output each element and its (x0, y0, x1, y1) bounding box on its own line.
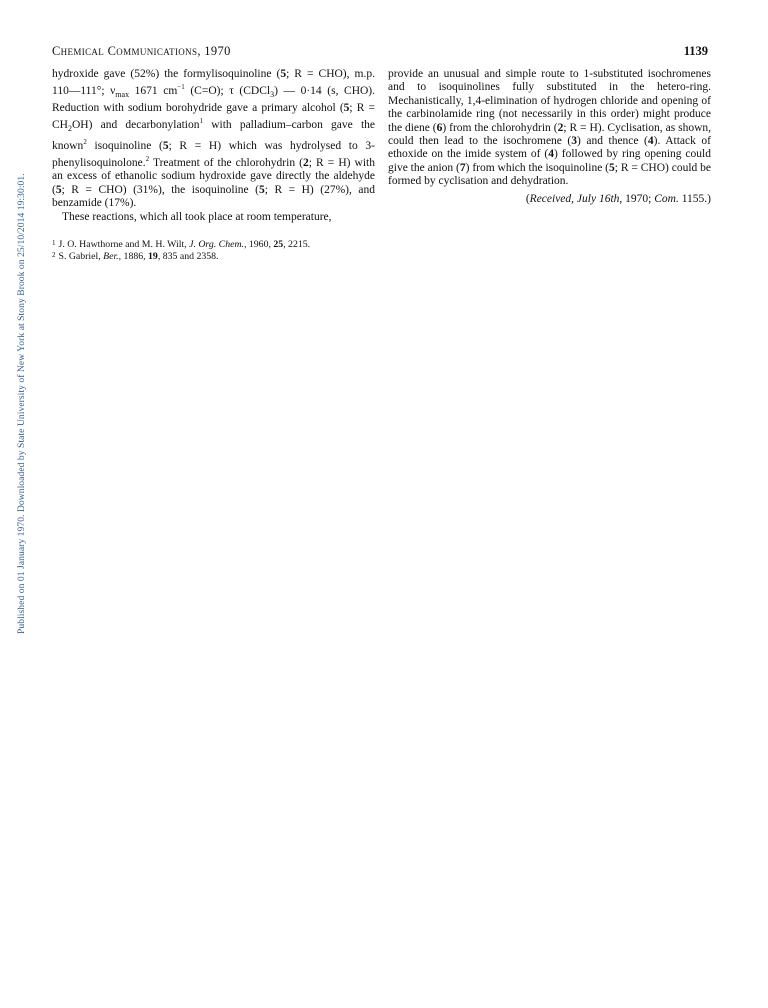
footnote: $^2$ S. Gabriel, Ber., 1886, 19, 835 and 2358. (52, 251, 219, 263)
paragraph-hydroxide: hydroxide gave (52%) the formylisoquinoline (5; R = CHO), m.p. 110—111°; $\nu_{max}$ 1671 $cm^{-1}$ (C=O); τ (CDCl$_3$) — 0·14 (s, CHO). Reduction with sodium borohydride gave a primary alcohol (5; $R = CH_2OH$) and decarbonylation$^1$ with palladium–carbon gave the known$^2$ isoquinoline (5; R = H) which was hydrolysed to 3-phenylisoquinolone.$^2$ Treatment of the chlorohydrin (2; R = H) with an excess of ethanolic sodium hydroxide gave directly the aldehyde (5; R = CHO) (31%), the isoquinoline (5; R = H) (27%), and benzamide (17%). (52, 68, 376, 210)
journal-title: Chemical Communications, 1970 (52, 44, 231, 58)
paragraph-mechanism: provide an unusual and simple route to 1-substituted isochromenes and to isoquinolines fully substituted in the hetero-ring. Mechanistically, 1,4-elimination of hydrogen chloride and opening of the carbinolamide ring (not necessarily in this order) might produce the diene (6) from the chlorohydrin (2; R = H). Cyclisation, as shown, could then lead to the isochromene (3) and thence (4). Attack of ethoxide on the imide system of (4) followed by ring opening could give the anion (7) from which the isoquinoline (5; R = CHO) could be formed by cyclisation and dehydration. (388, 68, 712, 188)
download-watermark (4, 124, 27, 634)
page-number: 1139 (683, 44, 708, 58)
left-column (52, 68, 375, 224)
download-watermark-text: Published on 01 January 1970. Downloaded by State University of New York at Stony Brook on 25/10/2014 19:30:01. (16, 173, 27, 634)
received-date: (Received, July 16th, 1970; Com. 1155.) (525, 192, 711, 205)
paragraph-these-reactions: These reactions, which all took place at room temperature, (62, 210, 332, 223)
page-header (52, 44, 708, 60)
right-column (388, 68, 711, 206)
footnotes (52, 238, 412, 263)
footnote: $^1$ J. O. Hawthorne and M. H. Wilt, J. Org. Chem., 1960, 25, 2215. (52, 239, 311, 250)
